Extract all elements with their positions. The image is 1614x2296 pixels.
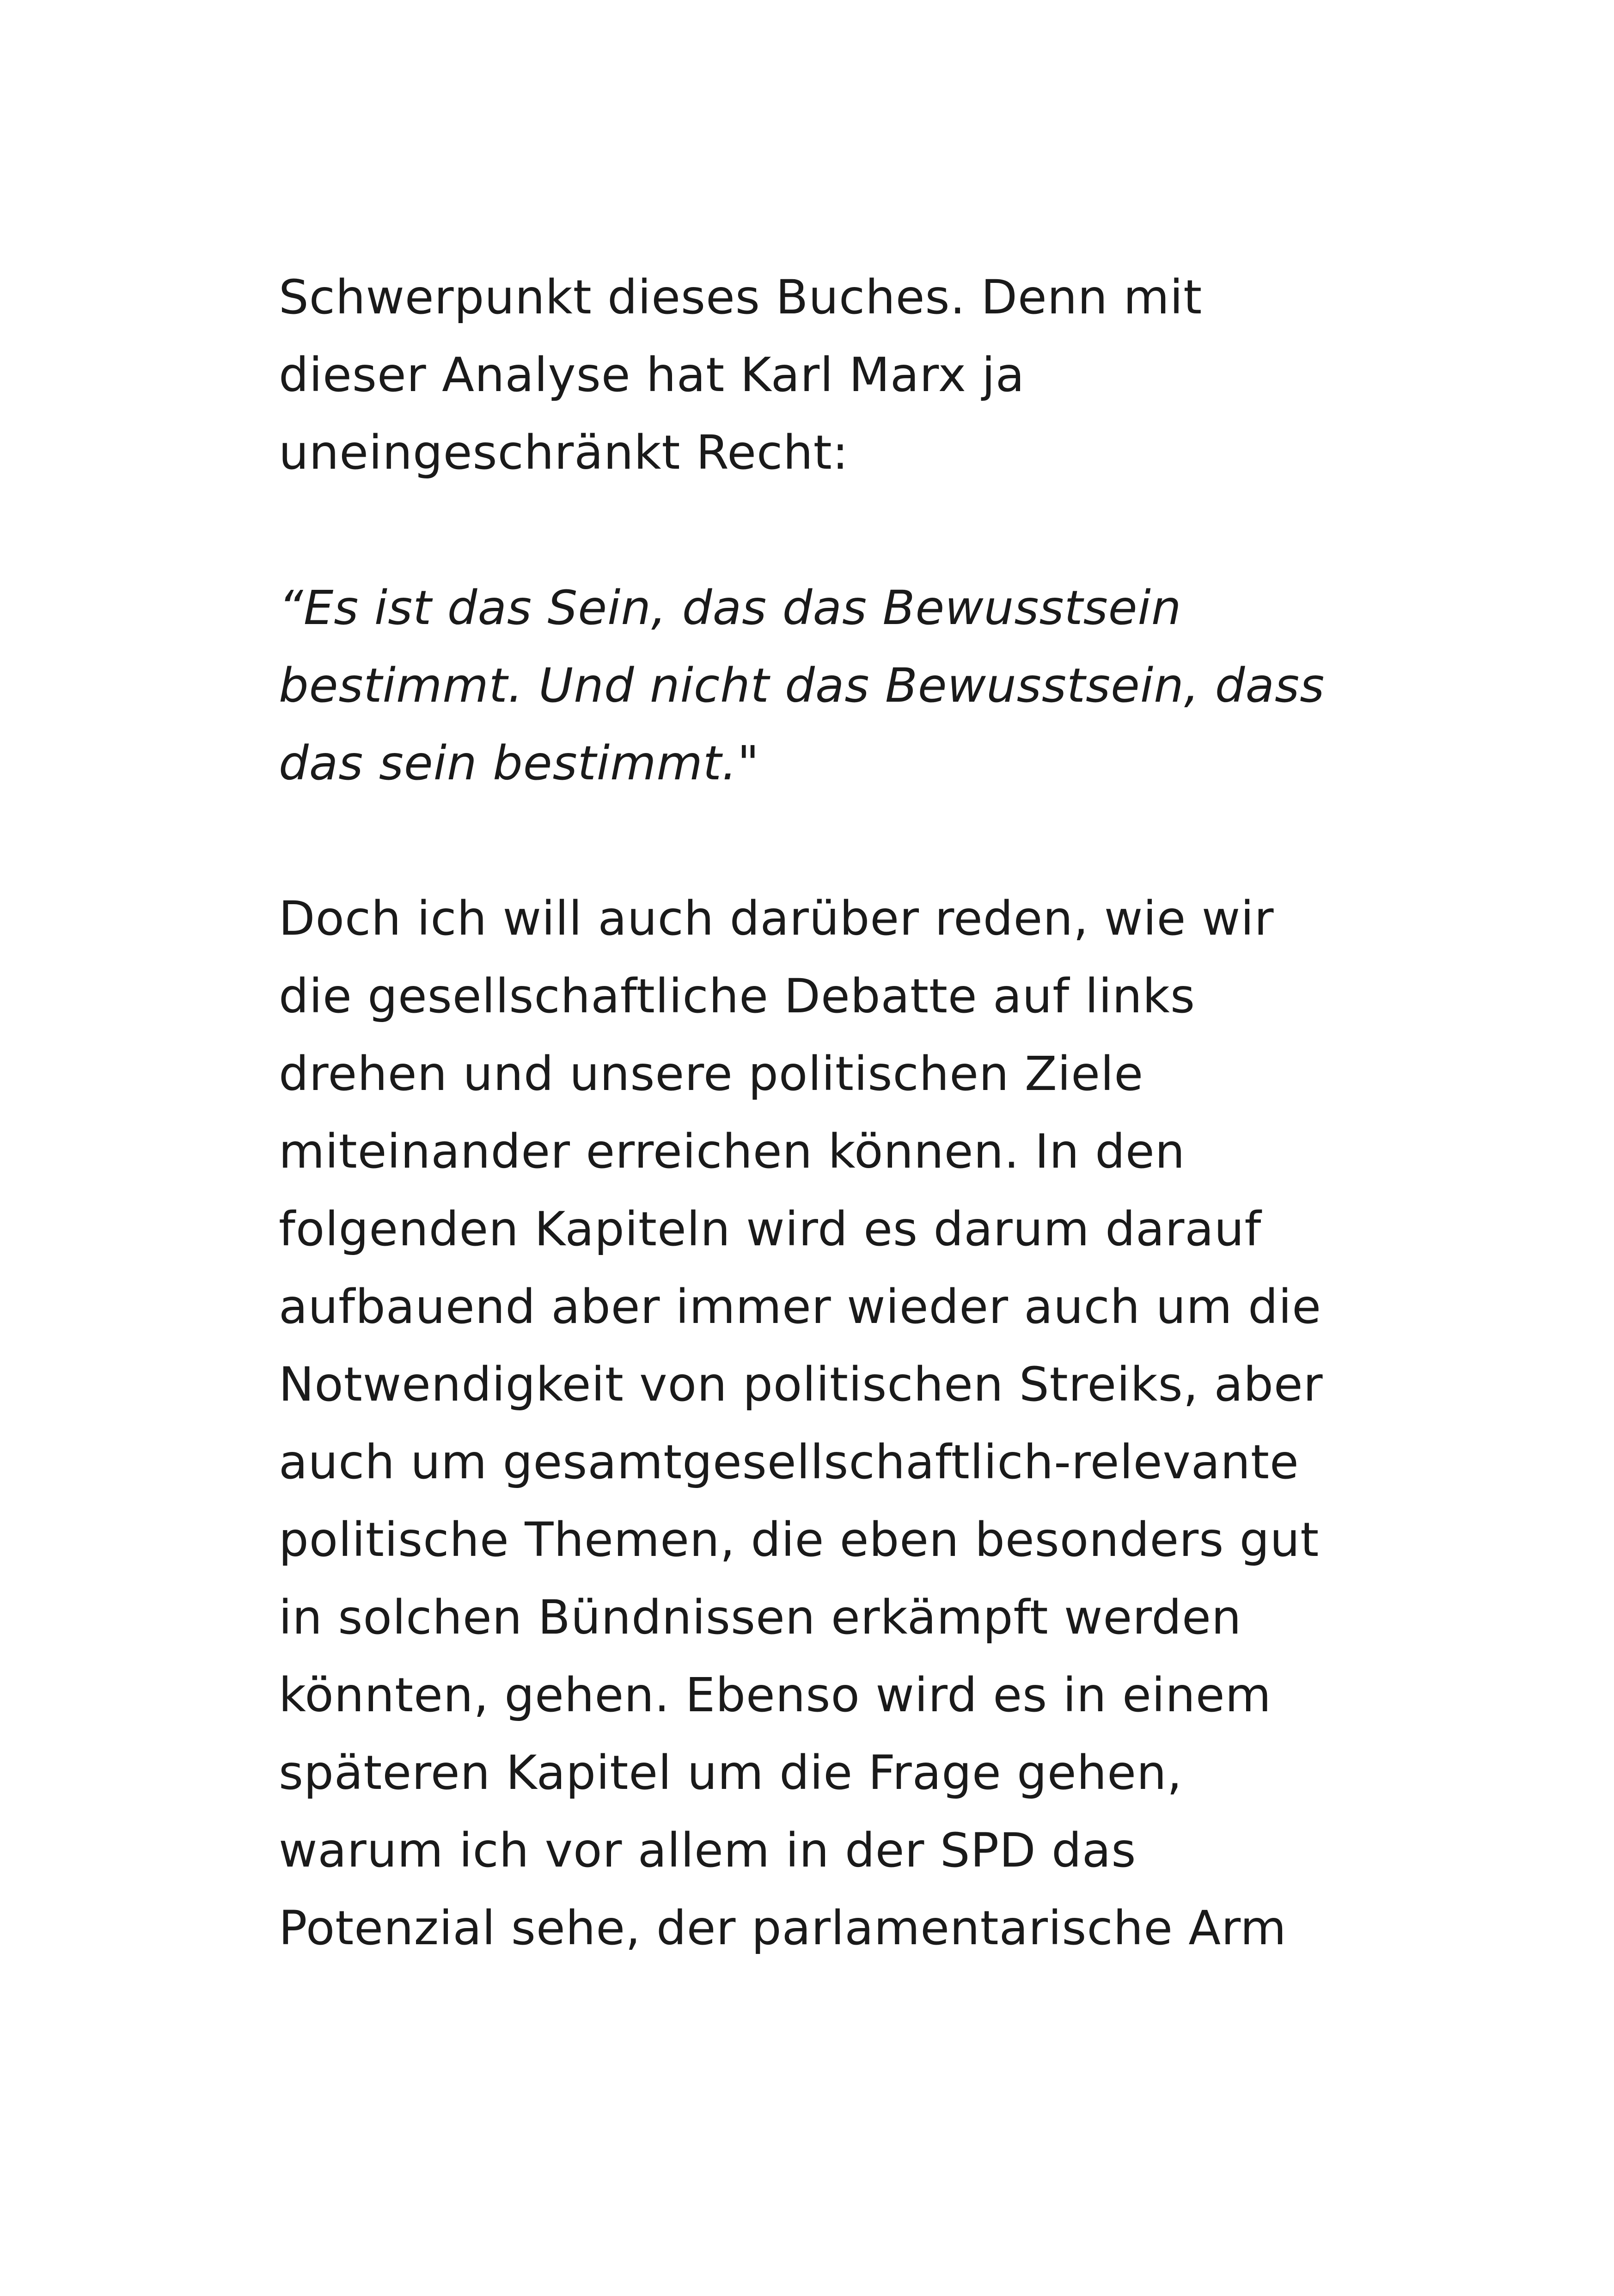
text-line: drehen und unsere politischen Ziele	[279, 1047, 1144, 1102]
paragraph-main	[279, 880, 1356, 1967]
text-line: dieser Analyse hat Karl Marx ja	[279, 348, 1025, 403]
text-line: aufbauend aber immer wieder auch um die	[279, 1280, 1322, 1335]
text-line: könnten, gehen. Ebenso wird es in einem	[279, 1668, 1272, 1723]
text-line: die gesellschaftliche Debatte auf links	[279, 969, 1196, 1024]
text-line: warum ich vor allem in der SPD das	[279, 1823, 1137, 1878]
text-line: in solchen Bündnissen erkämpft werden	[279, 1590, 1242, 1645]
text-line: uneingeschränkt Recht:	[279, 425, 849, 480]
text-line: auch um gesamtgesellschaftlich-relevante	[279, 1435, 1299, 1490]
quote-line: “Es ist das Sein, das das Bewusstsein	[279, 581, 1182, 636]
quote-line: bestimmt. Und nicht das Bewusstsein, dass	[279, 658, 1325, 713]
text-line: Doch ich will auch darüber reden, wie wir	[279, 891, 1274, 946]
paragraph-intro	[279, 259, 1356, 492]
quote-line: das sein bestimmt."	[279, 736, 760, 791]
paragraph-spacer	[279, 802, 1356, 880]
text-line: Schwerpunkt dieses Buches. Denn mit	[279, 270, 1203, 325]
text-line: folgenden Kapiteln wird es darum darauf	[279, 1202, 1262, 1257]
text-line: Notwendigkeit von politischen Streiks, aber	[279, 1357, 1323, 1412]
text-line: Potenzial sehe, der parlamentarische Arm	[279, 1901, 1287, 1956]
text-line: miteinander erreichen können. In den	[279, 1124, 1186, 1179]
paragraph-spacer	[279, 492, 1356, 569]
quote-block	[279, 569, 1356, 802]
text-line: politische Themen, die eben besonders gut	[279, 1512, 1320, 1567]
body-text	[279, 259, 1356, 1967]
text-line: späteren Kapitel um die Frage gehen,	[279, 1745, 1183, 1800]
